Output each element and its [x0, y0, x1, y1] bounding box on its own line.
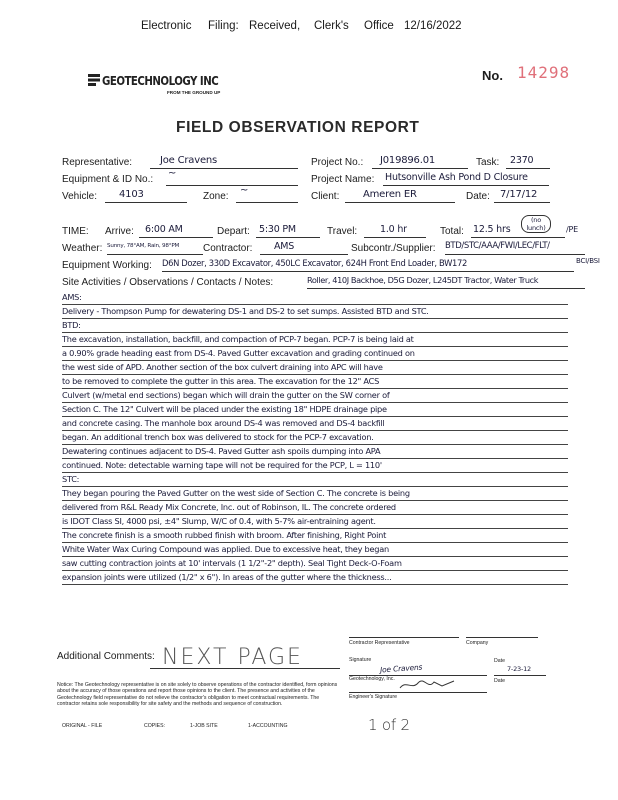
contractor-rep-label: Contractor Representative [349, 640, 410, 646]
arrive-field [139, 223, 213, 238]
filing-word-electronic: Electronic [141, 20, 192, 32]
weather-edge-note: BCI/BSI [576, 257, 600, 265]
additional-comments-value: NEXT PAGE [162, 645, 303, 670]
notes-line: saw cutting contraction joints at 10' intervals (1 1/2"-2" depth). Seal Tight Deck-O-Foam [62, 557, 568, 571]
task-value: 2370 [510, 155, 534, 166]
page-number: 1 of 2 [368, 716, 410, 734]
contractor-rep-line [349, 636, 459, 638]
notes-line: the west side of APD. Another section of the box culvert draining into APC will have [62, 361, 568, 375]
zone-label: Zone: [203, 191, 229, 202]
representative-label: Representative: [62, 157, 133, 168]
project-no-label: Project No.: [311, 157, 364, 168]
date-label-2: Date [494, 678, 505, 684]
engineer-signature-line [349, 691, 487, 693]
page-title: FIELD OBSERVATION REPORT [176, 119, 420, 136]
time-edge-note: /PE [566, 225, 578, 234]
engineer-sig-label: Engineer's Signature [349, 694, 397, 700]
notes-line: a 0.90% grade heading east from DS-4. Paved Gutter excavation and grading continued on [62, 347, 568, 361]
date-line-1 [494, 674, 546, 676]
travel-label: Travel: [327, 226, 358, 237]
date-value-1: 7-23-12 [507, 665, 531, 673]
notes-line: expansion joints were utilized (1/2" x 6"). In areas of the gutter where the thickness... [62, 571, 568, 585]
vehicle-label: Vehicle: [62, 191, 98, 202]
engineer-signature-mark [398, 678, 458, 692]
travel-value: 1.0 hr [380, 224, 407, 235]
notes-line: Dewatering continues adjacent to DS-4. Paved Gutter ash spoils dumping into APA [62, 445, 568, 459]
representative-value: Joe Cravens [160, 155, 218, 166]
logo-text: GEOTECHNOLOGY INC [102, 74, 219, 88]
project-no-value: J019896.01 [380, 155, 436, 166]
site-activities-first-value: Roller, 410J Backhoe, D5G Dozer, L245DT Tractor, Water Truck [307, 275, 539, 285]
depart-label: Depart: [217, 226, 250, 237]
project-name-label: Project Name: [311, 174, 375, 185]
notes-line: STC: [62, 473, 568, 487]
subcontr-label: Subcontr./Supplier: [351, 243, 436, 254]
arrive-value: 6:00 AM [145, 224, 183, 235]
zone-value: ~ [240, 185, 249, 196]
notes-line: White Water Wax Curing Compound was applied. Due to excessive heat, they began [62, 543, 568, 557]
copies-label: COPIES: [144, 723, 166, 729]
report-number-value: 14298 [517, 63, 571, 82]
total-note: (no lunch) [521, 215, 551, 233]
vehicle-field [105, 188, 187, 203]
subcontr-value: BTD/STC/AAA/FWI/LEC/FLT/ [445, 241, 550, 251]
contractor-value: AMS [274, 241, 295, 252]
filing-word-filing: Filing: [208, 20, 239, 32]
site-activities-label: Site Activities / Observations / Contacts / Notes: [62, 277, 274, 288]
project-no-field [372, 154, 468, 169]
client-label: Client: [311, 191, 340, 202]
notes-block [62, 291, 568, 585]
task-field [506, 154, 550, 169]
time-label: TIME: [62, 226, 89, 237]
company-label: Company [466, 640, 489, 646]
weather-value: Sunny, 78°AM, Rain, 98°PM [107, 243, 180, 249]
client-field [345, 188, 455, 203]
total-label: Total: [440, 226, 464, 237]
filing-date: 12/16/2022 [404, 20, 462, 32]
filing-word-office: Office [364, 20, 394, 32]
notes-line: Delivery - Thompson Pump for dewatering DS-1 and DS-2 to set sumps. Assisted BTD and STC. [62, 305, 568, 319]
weather-label: Weather: [62, 243, 103, 254]
notes-line: AMS: [62, 291, 568, 305]
original-file-label: ORIGINAL - FILE [62, 723, 103, 729]
depart-value: 5:30 PM [259, 224, 296, 235]
contractor-field [260, 240, 348, 255]
company-line [466, 636, 538, 638]
report-number-label: No. [482, 68, 503, 83]
notice-text: Notice: The Geotechnology representative is on site solely to observe operations of the contractor identified, form opinions about the accuracy of those operations and report those opinions to the client. The presence and activities of the Geotechnology field representative do not relieve the contractor's obligation to meet contractual requirements. The contractor retains sole responsibility for site safety and the methods and sequence of construction. [57, 682, 338, 707]
arrive-label: Arrive: [105, 226, 134, 237]
equipment-working-label: Equipment Working: [62, 260, 152, 271]
contractor-label: Contractor: [203, 243, 253, 254]
notes-line: They began pouring the Paved Gutter on the west side of Section C. The concrete is being [62, 487, 568, 501]
filing-word-received: Received, [249, 20, 301, 32]
travel-field [364, 223, 426, 238]
notes-line: and concrete casing. The manhole box around DS-4 was removed and DS-4 backfill [62, 417, 568, 431]
subcontr-field [445, 240, 585, 255]
task-label: Task: [476, 157, 500, 168]
notes-line: Culvert (w/metal end sections) began which will drain the gutter on the SW corner of [62, 389, 568, 403]
vehicle-value: 4103 [119, 189, 144, 200]
depart-field [256, 223, 320, 238]
equipment-working-field [162, 257, 574, 272]
date-value: 7/17/12 [500, 189, 538, 200]
signature-value: Joe Cravens [379, 662, 423, 675]
equipment-working-value: D6N Dozer, 330D Excavator, 450LC Excavator, 624H Front End Loader, BW172 [162, 258, 467, 268]
notes-line: Section C. The 12" Culvert will be placed under the existing 18" HDPE drainage pipe [62, 403, 568, 417]
weather-field [107, 240, 203, 255]
filing-word-clerks: Clerk's [314, 20, 349, 32]
representative-field [150, 154, 298, 169]
zone-field [236, 185, 298, 203]
additional-comments-label: Additional Comments: [57, 651, 155, 662]
notes-line: began. An additional trench box was delivered to stock for the PCP-7 excavation. [62, 431, 568, 445]
filing-stamp [0, 20, 618, 36]
equipment-id-field [166, 168, 298, 186]
geotech-label: Geotechnology, Inc. [349, 676, 395, 682]
date-field [494, 188, 550, 203]
total-field [471, 216, 565, 238]
copy-job-site: 1-JOB SITE [190, 723, 218, 729]
notes-line: BTD: [62, 319, 568, 333]
logo-tagline: FROM THE GROUND UP [167, 90, 221, 95]
equipment-id-label: Equipment & ID No.: [62, 174, 154, 185]
notes-line: The concrete finish is a smooth rubbed finish with broom. After finishing, Right Point [62, 529, 568, 543]
project-name-value: Hutsonville Ash Pond D Closure [385, 172, 528, 183]
logo-mark-icon [88, 74, 100, 86]
site-activities-first-line [307, 274, 585, 289]
client-value: Ameren ER [363, 189, 417, 200]
copy-accounting: 1-ACCOUNTING [248, 723, 288, 729]
equipment-id-value: ~ [168, 168, 177, 179]
project-name-field [383, 171, 549, 186]
notes-line: is IDOT Class SI, 4000 psi, ±4" Slump, W/C of 0.4, with 5-7% air-entraining agent. [62, 515, 568, 529]
company-logo [88, 72, 238, 108]
date-label: Date: [466, 191, 490, 202]
notes-line: The excavation, installation, backfill, and compaction of PCP-7 began. PCP-7 is being laid at [62, 333, 568, 347]
notes-line: continued. Note: detectable warning tape will not be required for the PCP, L = 110' [62, 459, 568, 473]
total-value: 12.5 hrs [473, 224, 511, 235]
signature-label: Signature [349, 657, 372, 663]
notes-line: delivered from R&L Ready Mix Concrete, Inc. out of Robinson, IL. The concrete ordered [62, 501, 568, 515]
date-label-1: Date [494, 658, 505, 664]
notes-line: to be removed to complete the gutter in this area. The excavation for the 12" ACS [62, 375, 568, 389]
